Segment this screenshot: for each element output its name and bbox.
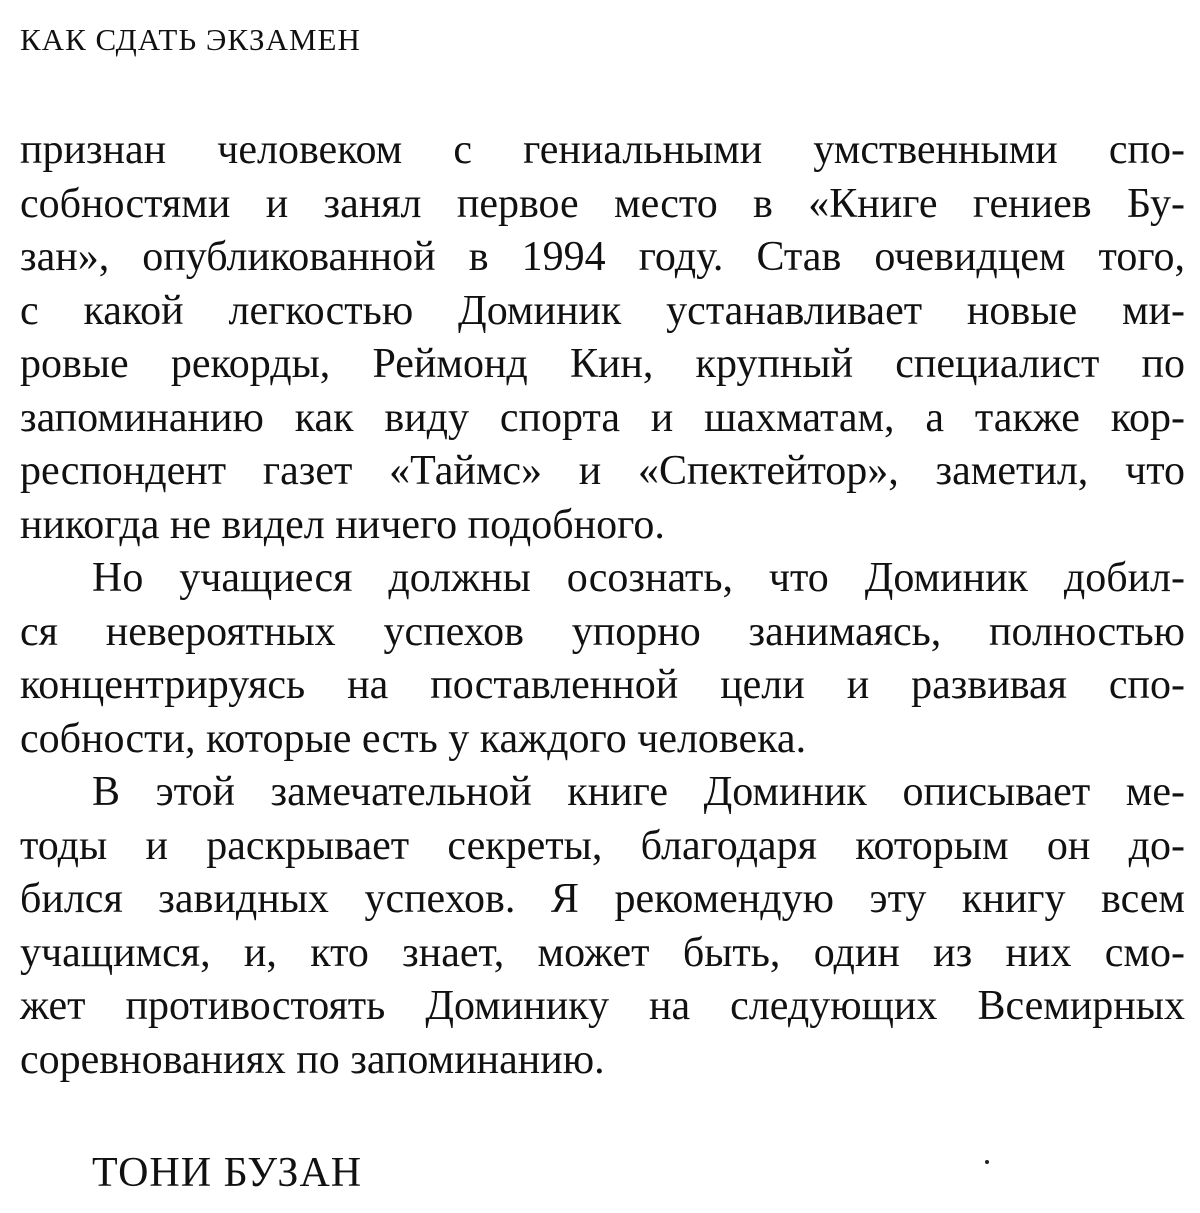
text-line: ровые рекорды, Реймонд Кин, крупный специалист по [20,341,1185,387]
text-line: респондент газет «Таймс» и «Спектейтор», заметил, что [20,448,1185,494]
text-line: зан», опубликованной в 1994 году. Став очевидцем того, [20,234,1185,280]
text-line: собностями и занял первое место в «Книге гениев Бу- [20,180,1185,227]
text-line: признан человеком с гениальными умственными спо- [20,127,1185,173]
text-line: Но учащиеся должны осознать, что Доминик добил- [92,555,1185,601]
text-line: жет противостоять Доминику на следующих Всемирных [20,983,1185,1029]
text-line: с какой легкостью Доминик устанавливает новые ми- [20,287,1185,334]
text-line: ся невероятных успехов упорно занимаясь, полностью [20,608,1185,655]
paragraph-2 [20,552,1185,766]
text-line: собности, которые есть у каждого человека. [20,715,807,762]
paragraph-3 [20,766,1185,1087]
running-head: КАК СДАТЬ ЭКЗАМЕН [20,22,361,57]
author-signature: ТОНИ БУЗАН [92,1150,363,1196]
text-line: концентрируясь на поставленной цели и развивая спо- [20,662,1185,708]
text-line: В этой замечательной книге Доминик описывает ме- [92,769,1185,815]
text-line: тоды и раскрывает секреты, благодаря которым он до- [20,822,1185,869]
text-line: бился завидных успехов. Я рекомендую эту книгу всем [20,876,1185,922]
paragraph-1 [20,124,1185,552]
print-speck [985,1160,989,1164]
text-line: соревнованиях по запоминанию. [20,1036,605,1083]
body-text [20,124,1185,1087]
text-line: запоминанию как виду спорта и шахматам, а также кор- [20,394,1185,441]
text-line: никогда не видел ничего подобного. [20,501,665,548]
text-line: учащимся, и, кто знает, может быть, один из них смо- [20,929,1185,976]
